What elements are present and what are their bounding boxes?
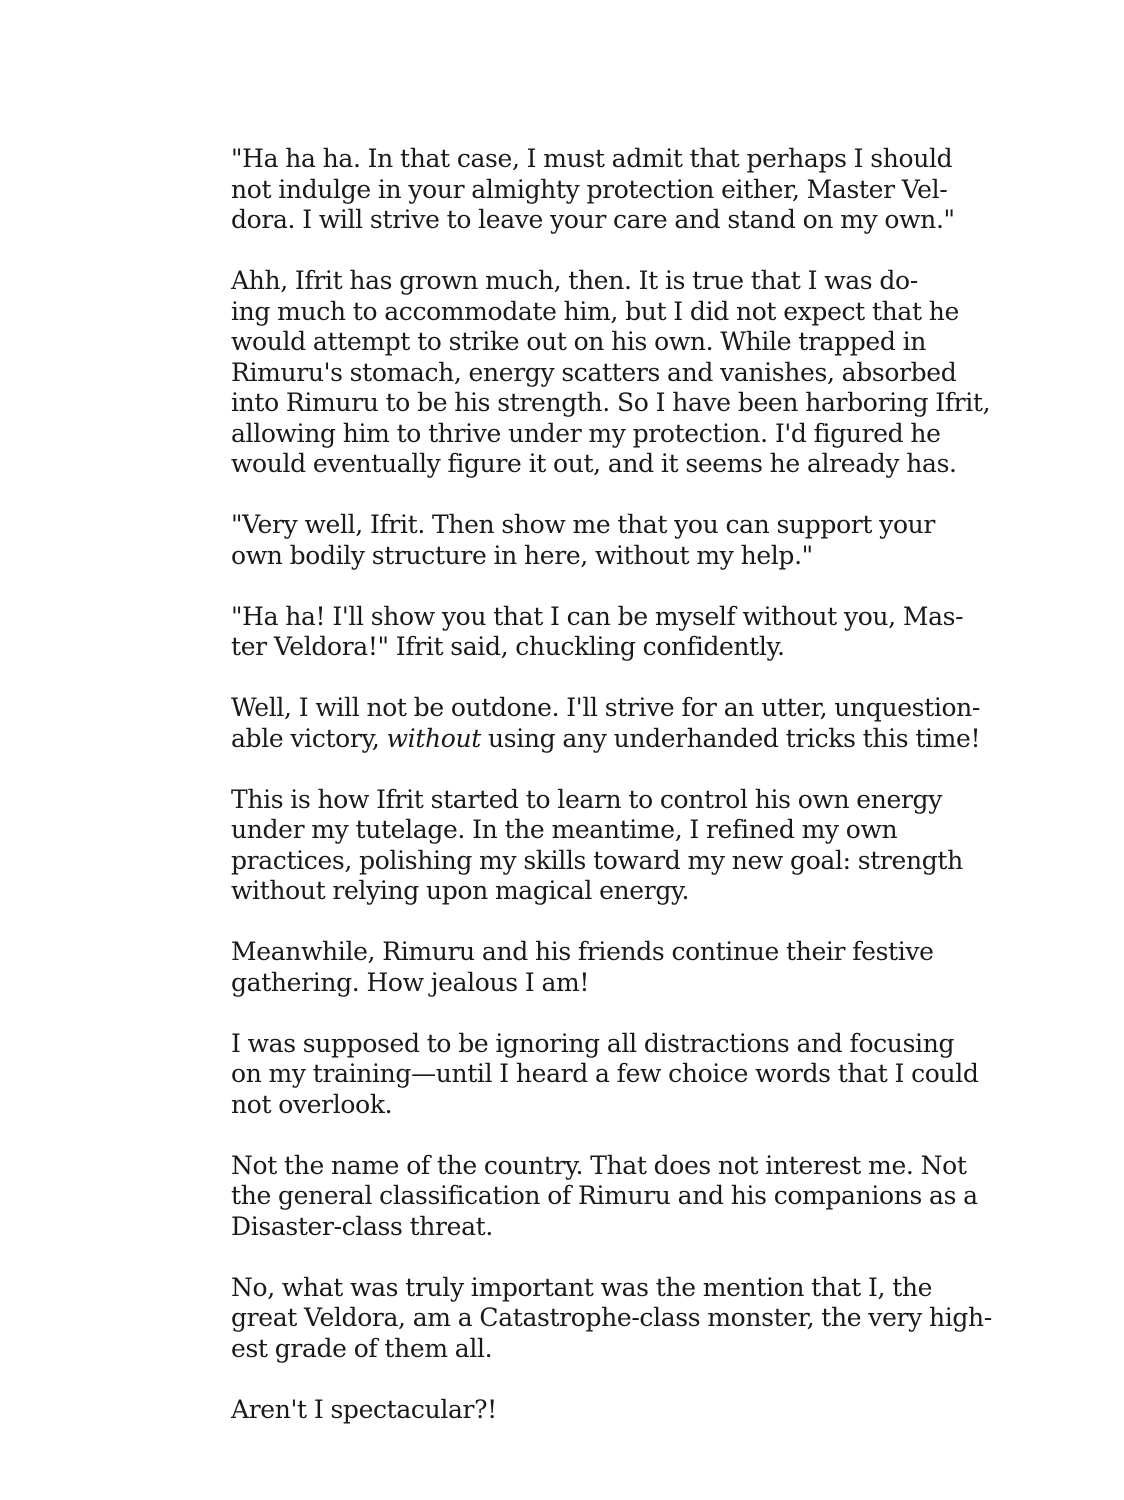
- paragraph: [231, 510, 935, 571]
- paragraph: [231, 693, 981, 754]
- text-line: would eventually figure it out, and it seems he already has.: [231, 449, 957, 478]
- text-line: ter Veldora!" Ifrit said, chuckling confidently.: [231, 632, 785, 661]
- text-line: not indulge in your almighty protection either, Master Vel-: [231, 174, 948, 204]
- paragraph: [231, 266, 991, 480]
- text-line: est grade of them all.: [231, 1333, 493, 1363]
- text-line: I was supposed to be ignoring all distractions and focusing: [231, 1028, 955, 1058]
- text-line: into Rimuru to be his strength. So I have been harboring Ifrit,: [231, 388, 991, 417]
- text-line: Disaster-class threat.: [231, 1211, 493, 1241]
- paragraph: [231, 937, 934, 998]
- text-line: Meanwhile, Rimuru and his friends continue their festive: [231, 937, 934, 966]
- text-line: gathering. How jealous I am!: [231, 967, 590, 997]
- text-line: under my tutelage. In the meantime, I refined my own: [231, 815, 898, 844]
- text-line: without relying upon magical energy.: [231, 876, 690, 905]
- text-line: No, what was truly important was the mention that I, the: [231, 1272, 933, 1302]
- paragraph: [231, 601, 964, 663]
- text-line: not overlook.: [231, 1089, 393, 1119]
- text-line: Rimuru's stomach, energy scatters and vanishes, absorbed: [231, 357, 957, 387]
- text-segment: able victory,: [231, 723, 387, 753]
- text-segment: using any underhanded tricks this time!: [480, 723, 981, 753]
- text-line: own bodily structure in here, without my help.": [231, 540, 813, 570]
- paragraph: [231, 784, 963, 907]
- paragraph: [231, 1272, 992, 1365]
- text-line: dora. I will strive to leave your care and stand on my own.": [231, 205, 955, 234]
- text-line: "Ha ha! I'll show you that I can be myself without you, Mas-: [231, 601, 964, 631]
- text-line: ing much to accommodate him, but I did not expect that he: [231, 296, 959, 326]
- text-line: great Veldora, am a Catastrophe-class monster, the very high-: [231, 1303, 992, 1332]
- text-line: the general classification of Rimuru and his companions as a: [231, 1181, 978, 1210]
- text-line: would attempt to strike out on his own. While trapped in: [231, 327, 926, 356]
- paragraph: [231, 1150, 978, 1243]
- text-column: [231, 144, 992, 1456]
- text-line: "Ha ha ha. In that case, I must admit that perhaps I should: [231, 144, 953, 173]
- text-line: on my training—until I heard a few choice words that I could: [231, 1059, 979, 1088]
- text-line: practices, polishing my skills toward my new goal: strength: [231, 845, 963, 875]
- paragraph: [231, 1028, 979, 1121]
- text-line: "Very well, Ifrit. Then show me that you can support your: [231, 510, 935, 539]
- italic-emphasis: without: [386, 723, 481, 753]
- text-line: Well, I will not be outdone. I'll strive for an utter, unquestion-: [231, 693, 981, 722]
- text-line: Ahh, Ifrit has grown much, then. It is true that I was do-: [231, 266, 918, 295]
- text-line: allowing him to thrive under my protection. I'd figured he: [231, 418, 941, 448]
- text-line: Aren't I spectacular?!: [231, 1394, 497, 1424]
- paragraph: [231, 144, 955, 236]
- paragraph: [231, 1395, 911, 1426]
- text-line: [231, 723, 981, 755]
- text-line: This is how Ifrit started to learn to control his own energy: [231, 784, 942, 814]
- text-line: Not the name of the country. That does not interest me. Not: [231, 1150, 967, 1180]
